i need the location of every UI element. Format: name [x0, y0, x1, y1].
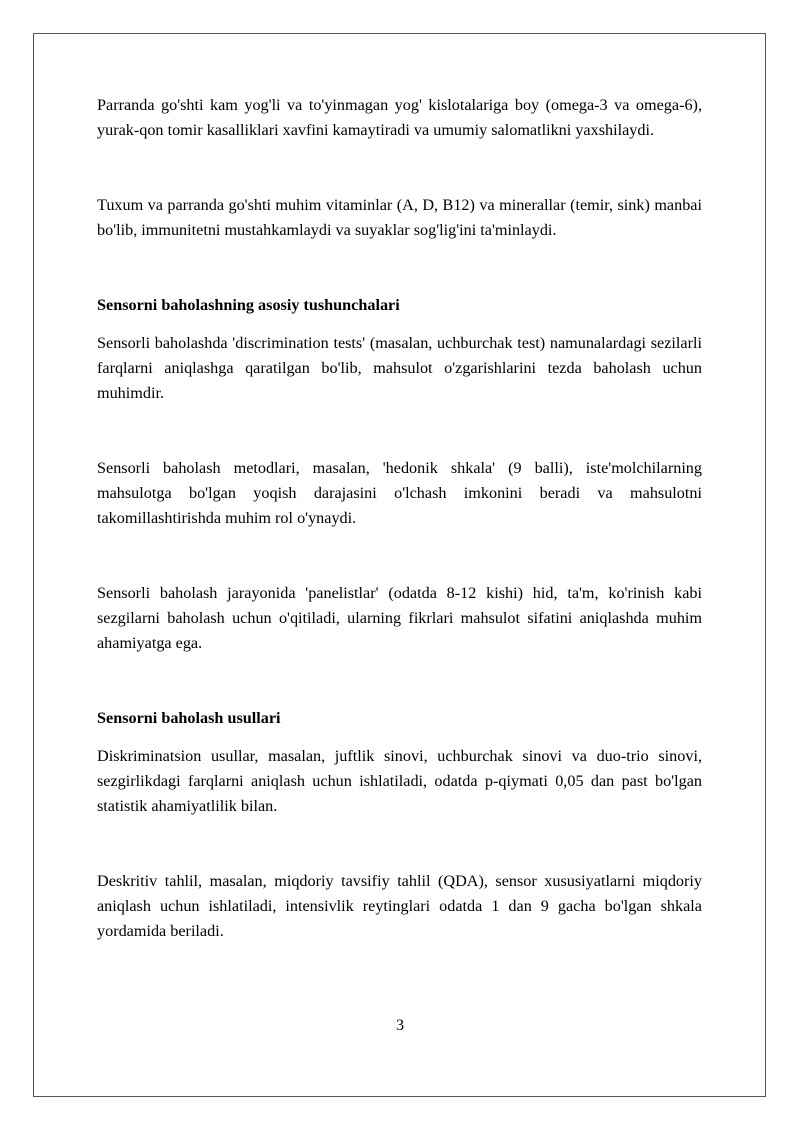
paragraph-discrimination-tests: Sensorli baholashda 'discrimination tests' (masalan, uchburchak test) namunalardagi sezilarli farqlarni aniqlashga qaratilgan bo'lib, mahsulot o'zgarishlarini tezda baholash uchun muhimdir.: [97, 334, 702, 402]
paragraph-descriptive-analysis: Deskritiv tahlil, masalan, miqdoriy tavsifiy tahlil (QDA), sensor xususiyatlarni miqdoriy aniqlash uchun ishlatiladi, intensivlik reytinglari odatda 1 dan 9 gacha bo'lgan shkala yordamida beriladi.: [97, 872, 702, 940]
section-heading-methods: Sensorni baholash usullari: [97, 709, 281, 727]
paragraph-poultry-fats: Parranda go'shti kam yog'li va to'yinmagan yog' kislotalariga boy (omega-3 va omega-6), yurak-qon tomir kasalliklari xavfini kamaytiradi va umumiy salomatlikni yaxshilaydi.: [97, 96, 702, 139]
paragraph-vitamins-minerals: Tuxum va parranda go'shti muhim vitaminlar (A, D, B12) va minerallar (temir, sink) manbai bo'lib, immunitetni mustahkamlaydi va suyaklar sog'lig'ini ta'minlaydi.: [97, 196, 702, 239]
page-number: 3: [395, 1016, 405, 1034]
paragraph-hedonic-scale: Sensorli baholash metodlari, masalan, 'hedonik shkala' (9 balli), iste'molchilarning mahsulotga bo'lgan yoqish darajasini o'lchash imkonini beradi va mahsulotni takomillashtirishda muhim rol o'ynaydi.: [97, 459, 702, 527]
paragraph-panelists: Sensorli baholash jarayonida 'panelistlar' (odatda 8-12 kishi) hid, ta'm, ko'rinish kabi sezgilarni baholash uchun o'qitiladi, ularning fikrlari mahsulot sifatini aniqlashda muhim ahamiyatga ega.: [97, 584, 702, 652]
paragraph-discrimination-methods: Diskriminatsion usullar, masalan, juftlik sinovi, uchburchak sinovi va duo-trio sinovi, sezgirlikdagi farqlarni aniqlash uchun ishlatiladi, odatda p-qiymati 0,05 dan past bo'lgan statistik ahamiyatlilik bilan.: [97, 747, 702, 815]
section-heading-basic-concepts: Sensorni baholashning asosiy tushunchalari: [97, 296, 400, 314]
page-content: [97, 93, 702, 944]
